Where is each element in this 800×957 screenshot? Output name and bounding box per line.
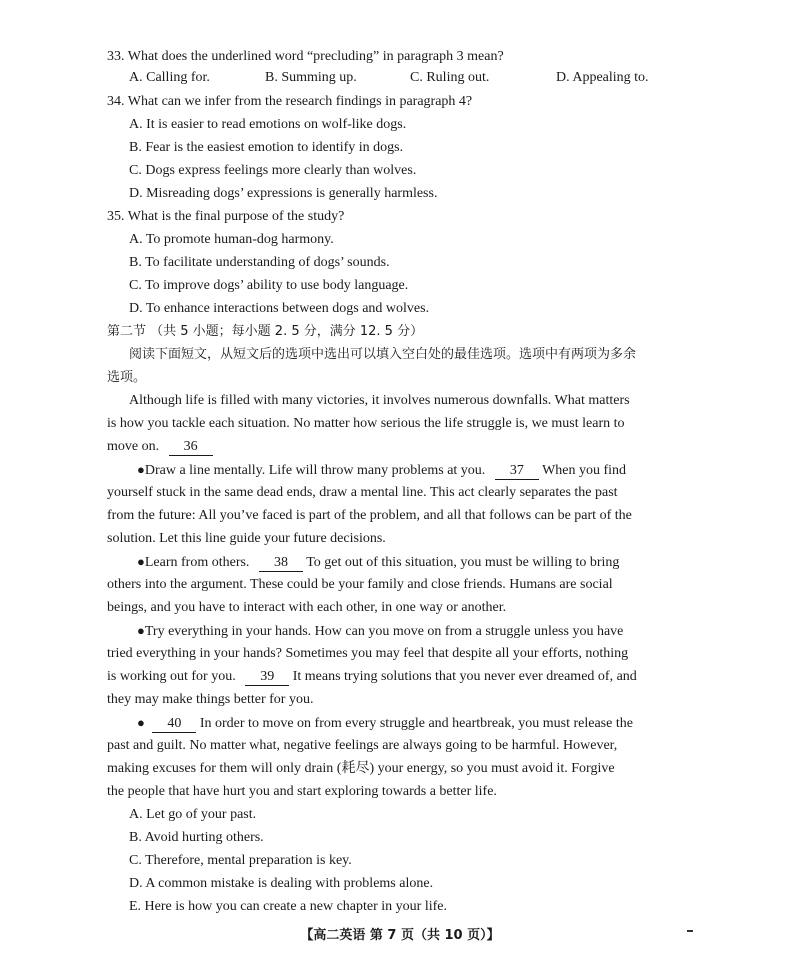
q34-stem: 34. What can we infer from the research findings in paragraph 4? — [107, 94, 473, 109]
passage-p5-line3: making excuses for them will only drain (耗尽) your energy, so you must avoid it. Forgive — [107, 761, 615, 776]
passage-p2-line3: from the future: All you’ve faced is part of the problem, and all that follows can be part of the — [107, 508, 632, 523]
passage-p3-line1-text: Learn from others. — [144, 555, 250, 570]
blank-37: 37 — [495, 463, 539, 480]
blank-38: 38 — [259, 555, 303, 572]
q35-stem: 35. What is the final purpose of the study? — [107, 209, 345, 224]
passage-p2-line1 — [137, 461, 626, 480]
section-instruction-line2: 选项。 — [107, 370, 147, 385]
q33-option-a: A. Calling for. — [129, 70, 210, 85]
passage-p4-line3-text: is working out for you. — [107, 669, 236, 684]
bullet-icon: ● — [137, 554, 145, 569]
choice-a: A. Let go of your past. — [129, 807, 257, 822]
passage-p2-line1-text: Draw a line mentally. Life will throw many problems at you. — [144, 463, 486, 478]
passage-p4-line4: they may make things better for you. — [107, 692, 314, 707]
blank-36: 36 — [169, 439, 213, 456]
blank-40: 40 — [152, 716, 196, 733]
passage-p1-line2: is how you tackle each situation. No matter how serious the life struggle is, we must learn to — [107, 416, 625, 431]
bullet-icon: ● — [137, 462, 145, 477]
choice-e: E. Here is how you can create a new chapter in your life. — [129, 899, 447, 914]
section-heading: 第二节 （共 5 小题；每小题 2. 5 分，满分 12. 5 分） — [107, 324, 424, 339]
passage-p2-line2: yourself stuck in the same dead ends, draw a mental line. This act clearly separates the past — [107, 485, 618, 500]
passage-p1-line1: Although life is filled with many victories, it involves numerous downfalls. What matters — [129, 393, 630, 408]
passage-p3-line1-tail: To get out of this situation, you must be willing to bring — [306, 555, 620, 570]
bullet-icon: ● — [137, 623, 145, 638]
passage-p5-line2: past and guilt. No matter what, negative feelings are always going to be harmful. However, — [107, 738, 618, 753]
q34-option-a: A. It is easier to read emotions on wolf-like dogs. — [129, 117, 407, 132]
passage-p4-line1 — [137, 622, 623, 641]
passage-p5-line1 — [137, 714, 633, 733]
passage-p4-line3 — [107, 668, 637, 686]
passage-p1-line3 — [107, 438, 213, 456]
q35-option-a: A. To promote human-dog harmony. — [129, 232, 334, 247]
q33-option-b: B. Summing up. — [265, 70, 357, 85]
passage-p4-line2: tried everything in your hands? Sometimes you may feel that despite all your efforts, nothing — [107, 646, 629, 661]
q34-option-d: D. Misreading dogs’ expressions is generally harmless. — [129, 186, 438, 201]
q33-stem: 33. What does the underlined word “precluding” in paragraph 3 mean? — [107, 49, 504, 64]
q35-option-b: B. To facilitate understanding of dogs’ sounds. — [129, 255, 390, 270]
passage-p2-line1-tail: When you find — [542, 463, 627, 478]
choice-c: C. Therefore, mental preparation is key. — [129, 853, 352, 868]
q33-option-d: D. Appealing to. — [556, 70, 649, 85]
corner-mark — [687, 930, 693, 932]
passage-p2-line4: solution. Let this line guide your future decisions. — [107, 531, 386, 546]
passage-p4-line1-text: Try everything in your hands. How can you move on from a struggle unless you have — [144, 624, 624, 639]
choice-b: B. Avoid hurting others. — [129, 830, 264, 845]
passage-p1-line3-text: move on. — [107, 439, 160, 454]
q35-option-d: D. To enhance interactions between dogs and wolves. — [129, 301, 430, 316]
q33-option-c: C. Ruling out. — [410, 70, 490, 85]
q34-option-b: B. Fear is the easiest emotion to identify in dogs. — [129, 140, 404, 155]
passage-p4-line3-tail: It means trying solutions that you never ever dreamed of, and — [292, 669, 637, 684]
bullet-icon: ● — [137, 715, 145, 730]
passage-p3-line3: beings, and you have to interact with each other, in one way or another. — [107, 600, 507, 615]
choice-d: D. A common mistake is dealing with problems alone. — [129, 876, 434, 891]
page-footer: 【高二英语 第 7 页（共 10 页）】 — [300, 928, 500, 943]
blank-39: 39 — [245, 669, 289, 686]
passage-p5-line1-text: In order to move on from every struggle and heartbreak, you must release the — [199, 716, 633, 731]
passage-p5-line4: the people that have hurt you and start exploring towards a better life. — [107, 784, 497, 799]
q33-options — [129, 70, 689, 88]
passage-p3-line2: others into the argument. These could be your family and close friends. Humans are social — [107, 577, 613, 592]
section-instruction-line1: 阅读下面短文，从短文后的选项中选出可以填入空白处的最佳选项。选项中有两项为多余 — [129, 347, 637, 362]
passage-p3-line1 — [137, 553, 619, 572]
q35-option-c: C. To improve dogs’ ability to use body language. — [129, 278, 409, 293]
q34-option-c: C. Dogs express feelings more clearly than wolves. — [129, 163, 417, 178]
